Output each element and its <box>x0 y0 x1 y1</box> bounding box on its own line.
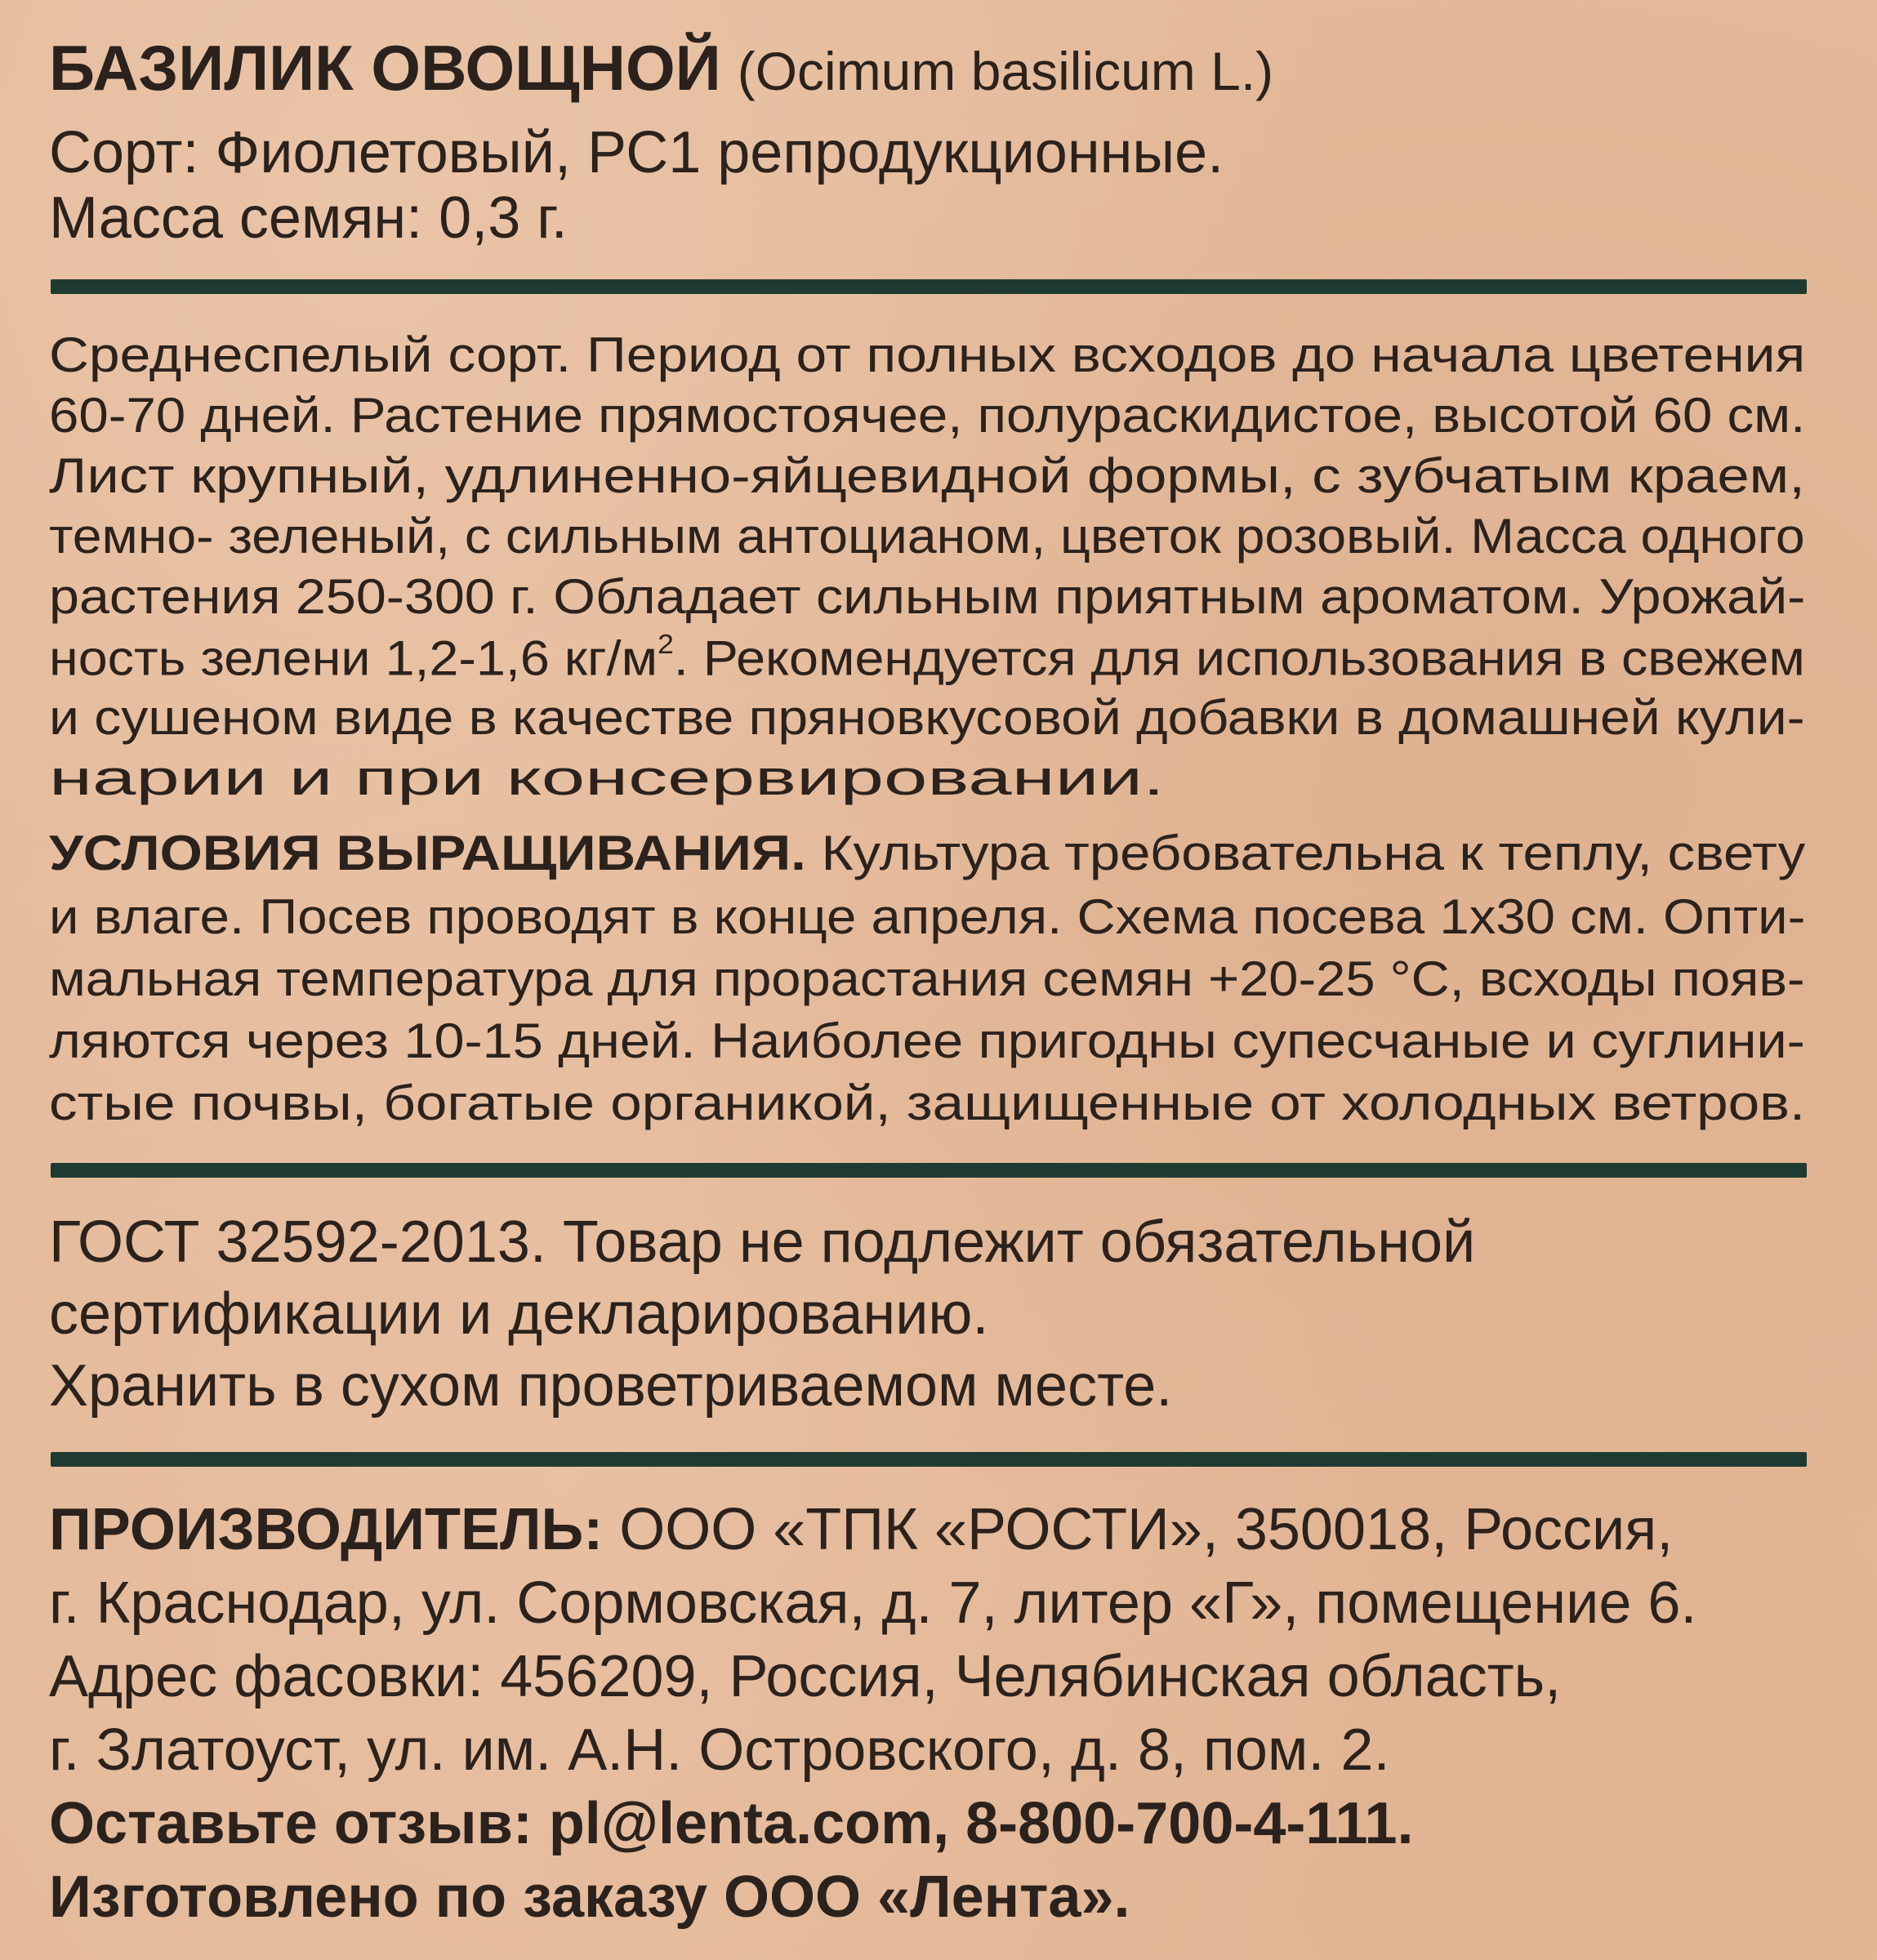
seed-mass-line: Масса семян: 0,3 г. <box>49 185 568 251</box>
description-line-3: Лист крупный, удлиненно-яйцевидной формы, с зубчатым краем, <box>49 448 1805 503</box>
growing-line-2: и влаге. Посев проводят в конце апреля. Схема посева 1х30 см. Опти- <box>49 889 1806 944</box>
latin-name: (Ocimum basilicum L.) <box>737 41 1274 101</box>
growing-line-4: ляются через 10-15 дней. Наиболее пригодны супесчаные и суглини- <box>49 1013 1805 1068</box>
description-line-2: 60-70 дней. Растение прямостоячее, полураскидистое, высотой 60 см. <box>49 388 1806 443</box>
variety-line: Сорт: Фиолетовый, РС1 репродукционные. <box>49 120 1224 185</box>
divider-3 <box>51 1452 1807 1467</box>
divider-2 <box>51 1163 1807 1178</box>
ordered-by-line: Изготовлено по заказу ООО «Лента». <box>49 1864 1130 1930</box>
recommendation-text: . Рекомендуется для использования в свежем <box>673 630 1805 686</box>
description-line-1: Среднеспелый сорт. Период от полных всходов до начала цветения <box>49 327 1806 382</box>
growing-line-1 <box>49 825 1805 881</box>
description-line-8: нарии и при консервировании. <box>49 751 1165 805</box>
description-line-7: и сушеном виде в качестве пряновкусовой добавки в домашней кули- <box>49 690 1805 745</box>
growing-heading: УСЛОВИЯ ВЫРАЩИВАНИЯ. <box>49 826 806 880</box>
square-superscript: 2 <box>658 629 674 659</box>
product-title-line <box>49 31 1273 105</box>
compliance-line-3: Хранить в сухом проветриваемом месте. <box>49 1353 1173 1419</box>
feedback-line: Оставьте отзыв: pl@lenta.com, 8-800-700-4-111. <box>49 1791 1414 1856</box>
divider-1 <box>51 279 1807 294</box>
manufacturer-name: ООО «ТПК «РОСТИ», 350018, Россия, <box>603 1497 1674 1562</box>
packing-address-line-2: г. Златоуст, ул. им. А.Н. Островского, д. 8, пом. 2. <box>49 1717 1390 1783</box>
description-line-5: растения 250-300 г. Обладает сильным приятным ароматом. Урожай- <box>49 569 1806 624</box>
compliance-line-2: сертификации и декларированию. <box>49 1281 989 1347</box>
description-line-4: темно- зеленый, с сильным антоцианом, цветок розовый. Масса одного <box>49 509 1805 564</box>
growing-line-5: стые почвы, богатые органикой, защищенные от холодных ветров. <box>49 1076 1806 1130</box>
product-title: БАЗИЛИК ОВОЩНОЙ <box>49 32 721 104</box>
growing-line-3: мальная температура для прорастания семян +20-25 °С, всходы появ- <box>49 951 1805 1006</box>
growing-text: Культура требовательна к теплу, свету <box>805 826 1806 880</box>
compliance-line-1: ГОСТ 32592-2013. Товар не подлежит обязательной <box>49 1209 1476 1275</box>
packing-address-line-1: Адрес фасовки: 456209, Россия, Челябинская область, <box>49 1644 1562 1709</box>
yield-text: ность зелени 1,2-1,6 кг/м <box>49 630 658 686</box>
manufacturer-label: ПРОИЗВОДИТЕЛЬ: <box>49 1497 604 1562</box>
manufacturer-line-2: г. Краснодар, ул. Сормовская, д. 7, литер «Г», помещение 6. <box>49 1570 1697 1636</box>
description-line-6 <box>49 629 1805 686</box>
manufacturer-line-1 <box>49 1496 1673 1563</box>
